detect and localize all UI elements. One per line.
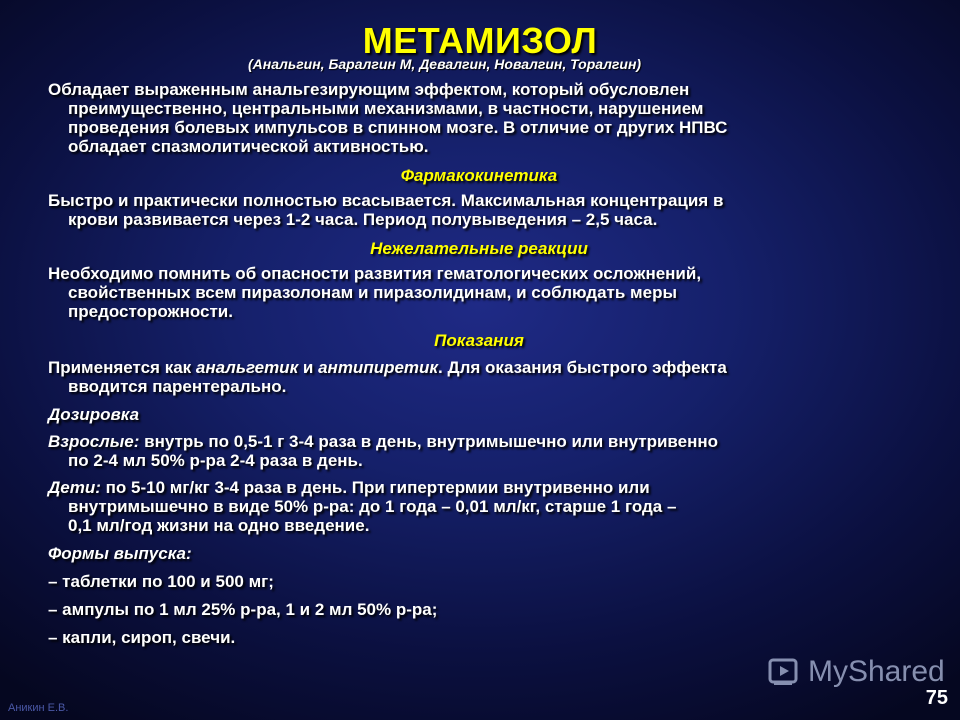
adverse-reactions-heading: Нежелательные реакции	[370, 239, 588, 258]
slide-subtitle: (Анальгин, Баралгин М, Девалгин, Новалгин, Торалгин)	[248, 56, 642, 72]
intro-line: обладает спазмолитической активностью.	[68, 137, 429, 156]
myshared-text: MyShared	[808, 655, 945, 688]
dosage-heading: Дозировка	[48, 405, 140, 424]
pk-line: крови развивается через 1-2 часа. Период полувыведения – 2,5 часа.	[68, 210, 658, 229]
slide-content	[48, 80, 910, 647]
indications-term-analgesic: анальгетик	[195, 358, 299, 377]
intro-line: проведения болевых импульсов в спинном мозге. В отличие от других НПВС	[68, 118, 728, 137]
adults-label: Взрослые:	[48, 432, 140, 451]
children-line: по 5-10 мг/кг 3-4 раза в день. При гипертермии внутривенно или	[100, 478, 650, 497]
children-line: внутримышечно в виде 50% р-ра: до 1 года – 0,01 мл/кг, старше 1 года –	[68, 497, 677, 516]
children-label: Дети:	[48, 478, 101, 497]
forms-heading: Формы выпуска:	[48, 544, 192, 563]
adults-line: внутрь по 0,5-1 г 3-4 раза в день, внутримышечно или внутривенно	[139, 432, 719, 451]
page-number: 75	[925, 687, 948, 709]
intro-line: Обладает выраженным анальгезирующим эффектом, который обусловлен	[48, 80, 690, 99]
indications-paragraph	[48, 358, 910, 396]
form-item: – капли, сироп, свечи.	[48, 628, 236, 647]
pharmacokinetics-heading: Фармакокинетика	[400, 166, 558, 185]
myshared-logo-icon	[768, 655, 802, 689]
indications-prefix: Применяется как	[48, 358, 196, 377]
indications-heading: Показания	[434, 331, 524, 350]
indications-suffix: . Для оказания быстрого эффекта	[438, 358, 727, 377]
adults-dosage	[48, 432, 910, 470]
children-line: 0,1 мл/год жизни на одно введение.	[68, 516, 370, 535]
slide-title: МЕТАМИЗОЛ	[362, 20, 598, 61]
adverse-line: предосторожности.	[68, 302, 233, 321]
indications-term-antipyretic: антипиретик	[318, 358, 439, 377]
adverse-line: свойственных всем пиразолонам и пиразолидинам, и соблюдать меры	[68, 283, 677, 302]
children-dosage	[48, 478, 910, 535]
intro-paragraph	[48, 80, 910, 156]
adverse-reactions-paragraph	[48, 264, 910, 321]
adverse-line: Необходимо помнить об опасности развития гематологических осложнений,	[48, 264, 702, 283]
form-item: – таблетки по 100 и 500 мг;	[48, 572, 274, 591]
myshared-watermark	[768, 655, 945, 689]
indications-line: вводится парентерально.	[68, 377, 287, 396]
form-item: – ампулы по 1 мл 25% р-ра, 1 и 2 мл 50% р-ра;	[48, 600, 438, 619]
adults-line: по 2-4 мл 50% р-ра 2-4 раза в день.	[68, 451, 363, 470]
indications-middle: и	[298, 358, 319, 377]
pharmacokinetics-paragraph	[48, 191, 910, 229]
intro-line: преимущественно, центральными механизмами, в частности, нарушением	[68, 99, 704, 118]
author-credit: Аникин Е.В.	[8, 702, 69, 714]
pk-line: Быстро и практически полностью всасывается. Максимальная концентрация в	[48, 191, 724, 210]
